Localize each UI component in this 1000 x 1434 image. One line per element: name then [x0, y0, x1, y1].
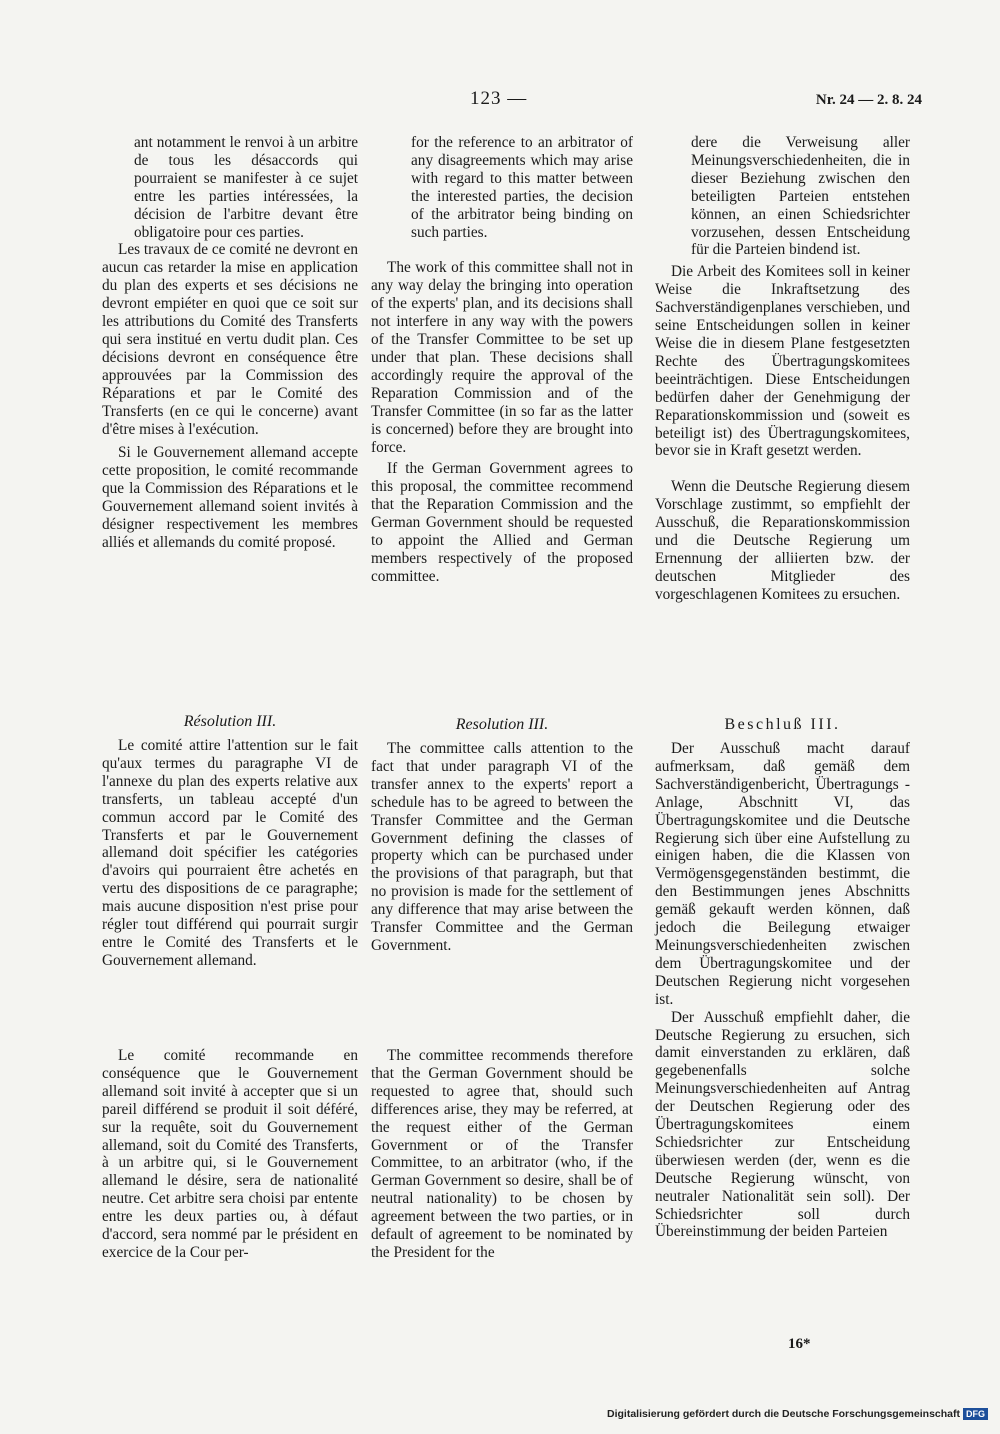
- english-paragraph-1: for the reference to an arbitrator of any disagreements which may arise with regard to this matter between the interested parties, the decision of the arbitrator being binding on such parties.: [411, 134, 633, 241]
- german-paragraph-2: Die Arbeit des Komitees soll in keiner Weise die Inkraftsetzung des Sachverständigenplanes verschieben, und seine Entscheidungen sollen in keiner Weise die in diesem Plane festgesetzten Rechte des Übertragungskomitees beeinträchtigen. Diese Entscheidungen bedürfen daher der Genehmigung der Reparationskommission und (soweit es beteiligt ist) des Übertragungskomitees, bevor sie in Kraft gesetzt werden.: [655, 263, 910, 460]
- english-paragraph-3: If the German Government agrees to this proposal, the committee recommend that the Reparation Commission and the German Government should be requested to appoint the Allied and German members respectively of the proposed committee.: [371, 460, 633, 585]
- credit-text: Digitalisierung gefördert durch die Deutsche Forschungsgemeinschaft: [607, 1408, 960, 1420]
- french-column-middle: [102, 737, 358, 970]
- german-column-middle: [655, 740, 910, 1241]
- dfg-logo: DFG: [963, 1408, 988, 1420]
- english-paragraph-4: The committee calls attention to the fact that under paragraph VI of the transfer annex to the experts' report a schedule has to be agreed to between the Transfer Committee and the German Government defining the classes of property which can be purchased under the provisions of that paragraph, but that no provision is made for the settlement of any difference that may arise between the Transfer Committee and the German Government.: [371, 740, 633, 954]
- german-paragraph-3: Wenn die Deutsche Regierung diesem Vorschlage zustimmt, so empfiehlt der Ausschuß, die Reparationskommission und die Deutsche Regierung um Ernennung der alliierten bzw. der deutschen Mitglieder des vorgeschlagenen Komitees zu ersuchen.: [655, 478, 910, 603]
- english-heading: Resolution III.: [455, 716, 549, 733]
- french-paragraph-5: Le comité recommande en conséquence que le Gouvernement allemand soit invité à accepter que si un pareil différend se produit il soit déféré, sur la requête, soit du Gouvernement allemand, soit du Comité des Transferts, à un arbitre qui, si le Gouvernement allemand le désire, sera de nationalité neutre. Cet arbitre sera choisi par entente entre les deux parties ou, à défaut d'accord, sera nommé par le président en exercice de la Cour per-: [102, 1047, 358, 1261]
- french-paragraph-3: Si le Gouvernement allemand accepte cette proposition, le comité recommande que la Commission des Réparations et le Gouvernement allemand soient invités à désigner respectivement les membres alliés et allemands du comité proposé.: [102, 444, 358, 551]
- french-column-top: [102, 134, 358, 552]
- french-column-bottom: [102, 1047, 358, 1262]
- german-paragraph-4: Der Ausschuß macht darauf aufmerksam, daß gemäß dem Sachverständigenbericht, Übertragungs - Anlage, Abschnitt VI, das Übertragungskomitee und die Deutsche Regierung sich über eine Aufstellung zu einigen haben, die die Klassen von Vermögensgegenständen bestimmt, die den Bestimmungen jenes Abschnitts gemäß gekauft werden können, daß jedoch die Beilegung etwaiger Meinungsverschiedenheiten zwischen dem Übertragungskomitee und der Deutschen Regierung nicht vorgesehen ist.: [655, 740, 910, 1008]
- digitization-credit: [607, 1408, 988, 1420]
- german-heading: Beschluß III.: [724, 716, 841, 733]
- french-paragraph-1: ant notamment le renvoi à un arbitre de tous les désaccords qui pourraient se manifester à ce sujet entre les parties intéressées, la décision de l'arbitre devant être obligatoire pour ces parties.: [134, 134, 358, 241]
- english-column-bottom: [371, 1047, 633, 1262]
- page-number: 123 —: [470, 88, 528, 109]
- english-column-top: [371, 134, 633, 586]
- german-paragraph-1: dere die Verweisung aller Meinungsverschiedenheiten, die in dieser Beziehung zwischen den beteiligten Parteien entstehen können, an einen Schiedsrichter vorzusehen, dessen Entscheidung für die Parteien bindend ist.: [691, 134, 910, 259]
- french-paragraph-2: Les travaux de ce comité ne devront en aucun cas retarder la mise en application du plan des experts et ses décisions ne devront empiéter en quoi que ce soit sur les attributions du Comité des Transferts qui sera institué en vertu dudit plan. Ces décisions devront en conséquence être approuvées par la Commission des Réparations et par le Comité des Transferts (en ce qui le concerne) avant d'être mises à l'exécution.: [102, 241, 358, 438]
- issue-reference: Nr. 24 — 2. 8. 24: [815, 92, 922, 108]
- french-heading: Résolution III.: [183, 713, 277, 730]
- english-paragraph-5: The committee recommends therefore that the German Government should be requested to agree that, should such differences arise, they may be referred, at the request either of the German Government or of the Transfer Committee, to an arbitrator (who, if the German Government so desire, shall be of neutral nationality) to be chosen by agreement between the two parties, or in default of agreement to be nominated by the President for the: [371, 1047, 633, 1261]
- german-column-top: [655, 134, 910, 604]
- english-paragraph-2: The work of this committee shall not in any way delay the bringing into operation of the experts' plan, and its decisions shall not interfere in any way with the powers of the Transfer Committee to be set up under that plan. These decisions shall accordingly require the approval of the Reparation Commission and of the Transfer Committee (in so far as the latter is concerned) before they are brought into force.: [371, 259, 633, 456]
- german-paragraph-5: Der Ausschuß empfiehlt daher, die Deutsche Regierung zu ersuchen, sich damit einverstanden zu erklären, daß gegebenenfalls solche Meinungsverschiedenheiten auf Antrag der Deutschen Regierung oder des Übertragungskomitees einem Schiedsrichter zur Entscheidung überwiesen werden (der, wenn es die Deutsche Regierung wünscht, von neutraler Nationalität sein soll). Der Schiedsrichter soll durch Übereinstimmung der beiden Parteien: [655, 1008, 910, 1241]
- english-column-middle: [371, 740, 633, 955]
- french-paragraph-4: Le comité attire l'attention sur le fait qu'aux termes du paragraphe VI de l'annexe du plan des experts relative aux transferts, un tableau accepté d'un commun accord par le Comité des Transferts et par le Gouvernement allemand doit spécifier les catégories d'avoirs qui pourraient être achetés en vertu des dispositions de ce paragraphe; mais aucune disposition n'est prise pour régler tout différend qui pourrait surgir entre le Comité des Transferts et le Gouvernement allemand.: [102, 737, 358, 969]
- signature-mark: 16*: [788, 1336, 811, 1352]
